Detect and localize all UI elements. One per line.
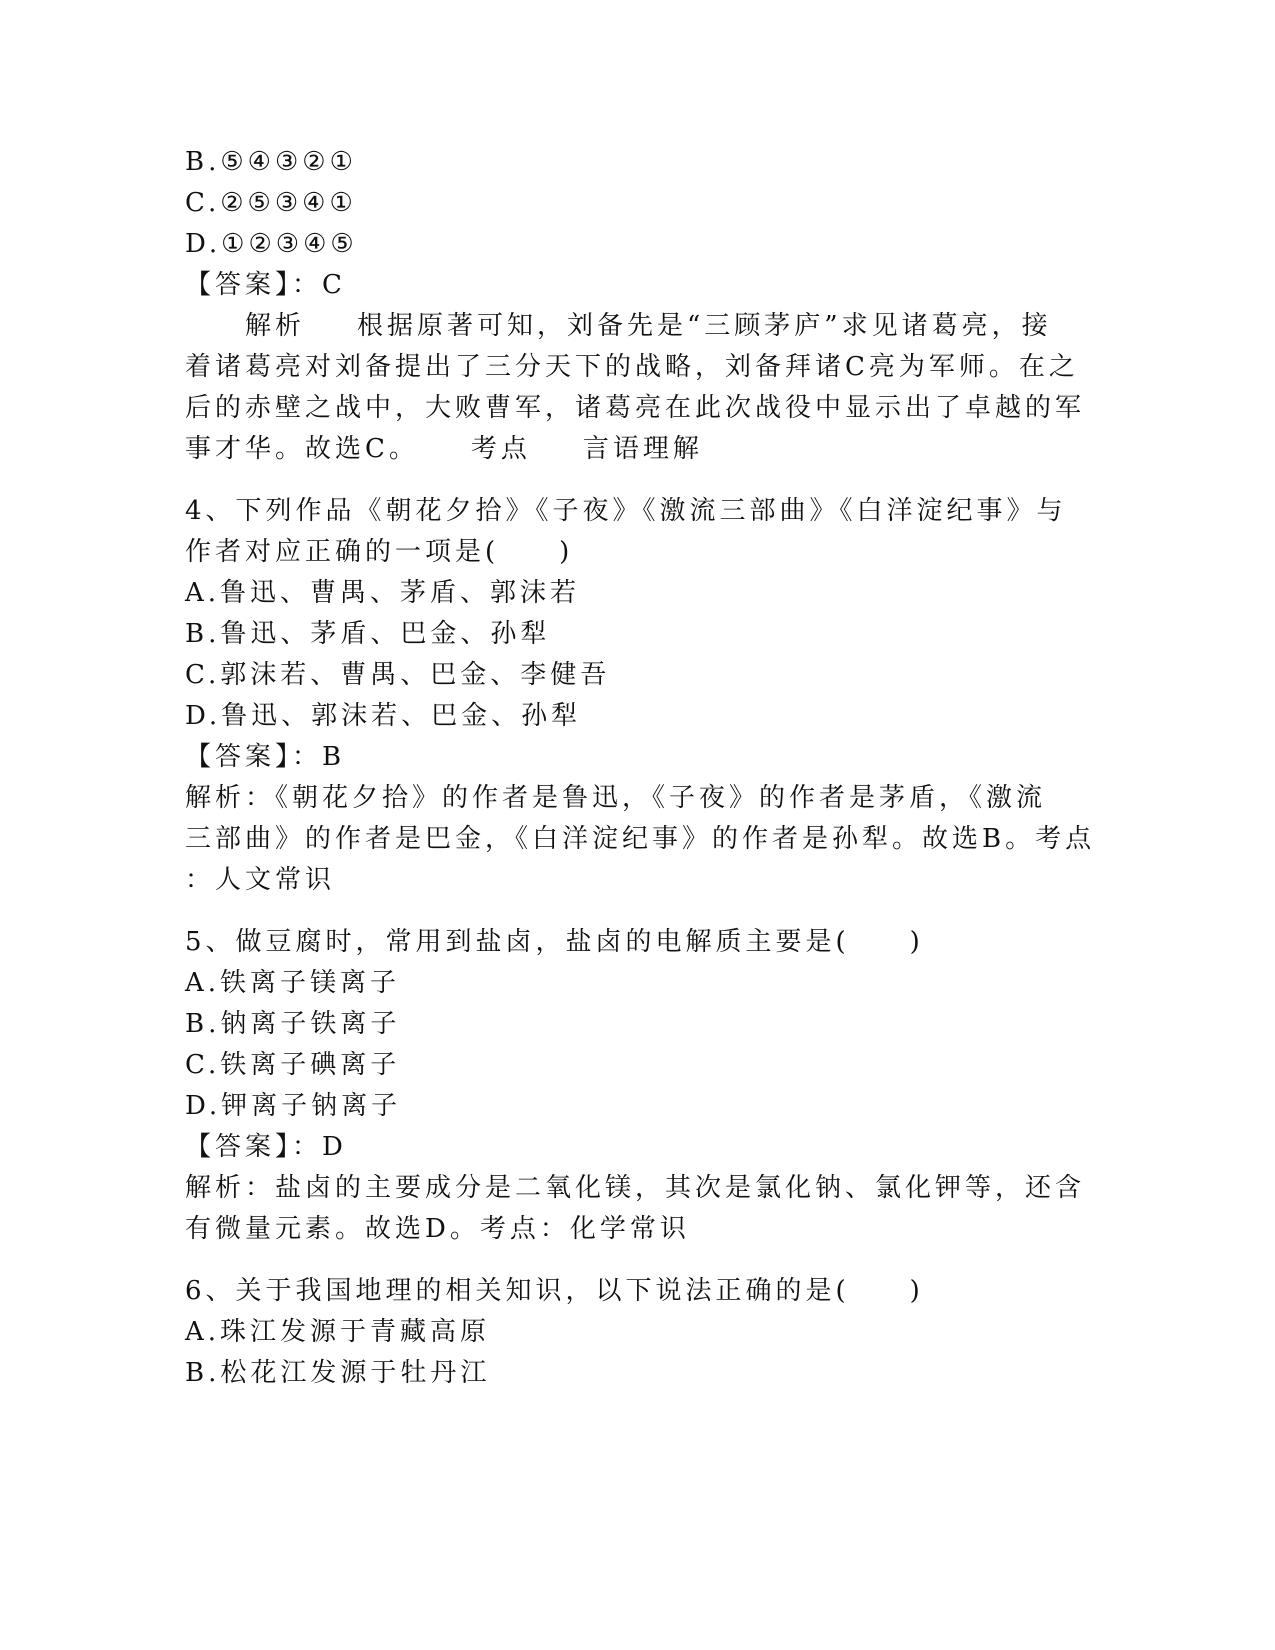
- q3-option-c: C.②⑤③④①: [185, 188, 357, 218]
- q5-stem: 5、做豆腐时，常用到盐卤，盐卤的电解质主要是( ): [185, 927, 924, 957]
- q4-explanation-line3: ：人文常识: [185, 865, 336, 895]
- q4-explanation-line1: 解析：《朝花夕拾》的作者是鲁迅，《子夜》的作者是茅盾，《激流: [185, 783, 1047, 813]
- q4-answer: 【答案】：B: [185, 742, 346, 772]
- q3-explanation-line1: [245, 310, 1052, 342]
- q4-stem-line2: 作者对应正确的一项是( ): [185, 537, 574, 567]
- q3-answer: 【答案】：C: [185, 270, 346, 300]
- q3-explanation-line3: 后的赤壁之战中，大败曹军，诸葛亮在此次战役中显示出了卓越的军: [185, 393, 1086, 423]
- q5-option-a: A.铁离子镁离子: [185, 968, 401, 998]
- q4-option-c: C.郭沫若、曹禺、巴金、李健吾: [185, 660, 611, 690]
- q3-explanation-text4: 事才华。故选C。: [185, 434, 419, 464]
- q5-option-d: D.钾离子钠离子: [185, 1091, 402, 1121]
- q6-option-a: A.珠江发源于青藏高原: [185, 1317, 491, 1347]
- q5-option-c: C.铁离子碘离子: [185, 1050, 401, 1080]
- q4-option-b: B.鲁迅、茅盾、巴金、孙犁: [185, 619, 551, 649]
- q3-explanation-text1: 根据原著可知，刘备先是“三顾茅庐”求见诸葛亮，接: [357, 311, 1052, 341]
- q5-explanation-line1: 解析：盐卤的主要成分是二氧化镁，其次是氯化钠、氯化钾等，还含: [185, 1173, 1086, 1203]
- q4-explanation-line2: 三部曲》的作者是巴金，《白洋淀纪事》的作者是孙犁。故选B。考点: [185, 824, 1096, 854]
- q4-option-a: A.鲁迅、曹禺、茅盾、郭沫若: [185, 578, 581, 608]
- q6-option-b: B.松花江发源于牡丹江: [185, 1358, 491, 1388]
- q5-explanation-line2: 有微量元素。故选D。考点：化学常识: [185, 1214, 690, 1244]
- q3-kaodian-label: 考点: [470, 434, 531, 464]
- q5-answer: 【答案】：D: [185, 1132, 347, 1162]
- q3-explanation-label: 解析: [245, 311, 306, 341]
- q4-option-d: D.鲁迅、郭沫若、巴金、孙犁: [185, 701, 582, 731]
- q3-explanation-line4: [185, 433, 703, 465]
- q3-kaodian-value: 言语理解: [582, 434, 703, 464]
- q4-stem-line1: 4、下列作品《朝花夕拾》《子夜》《激流三部曲》《白洋淀纪事》与: [185, 496, 1067, 526]
- q5-option-b: B.钠离子铁离子: [185, 1009, 401, 1039]
- q3-option-d: D.①②③④⑤: [185, 229, 358, 259]
- q6-stem: 6、关于我国地理的相关知识，以下说法正确的是( ): [185, 1276, 924, 1306]
- q3-explanation-line2: 着诸葛亮对刘备提出了三分天下的战略，刘备拜诸C亮为军师。在之: [185, 352, 1079, 382]
- q3-option-b: B.⑤④③②①: [185, 147, 357, 177]
